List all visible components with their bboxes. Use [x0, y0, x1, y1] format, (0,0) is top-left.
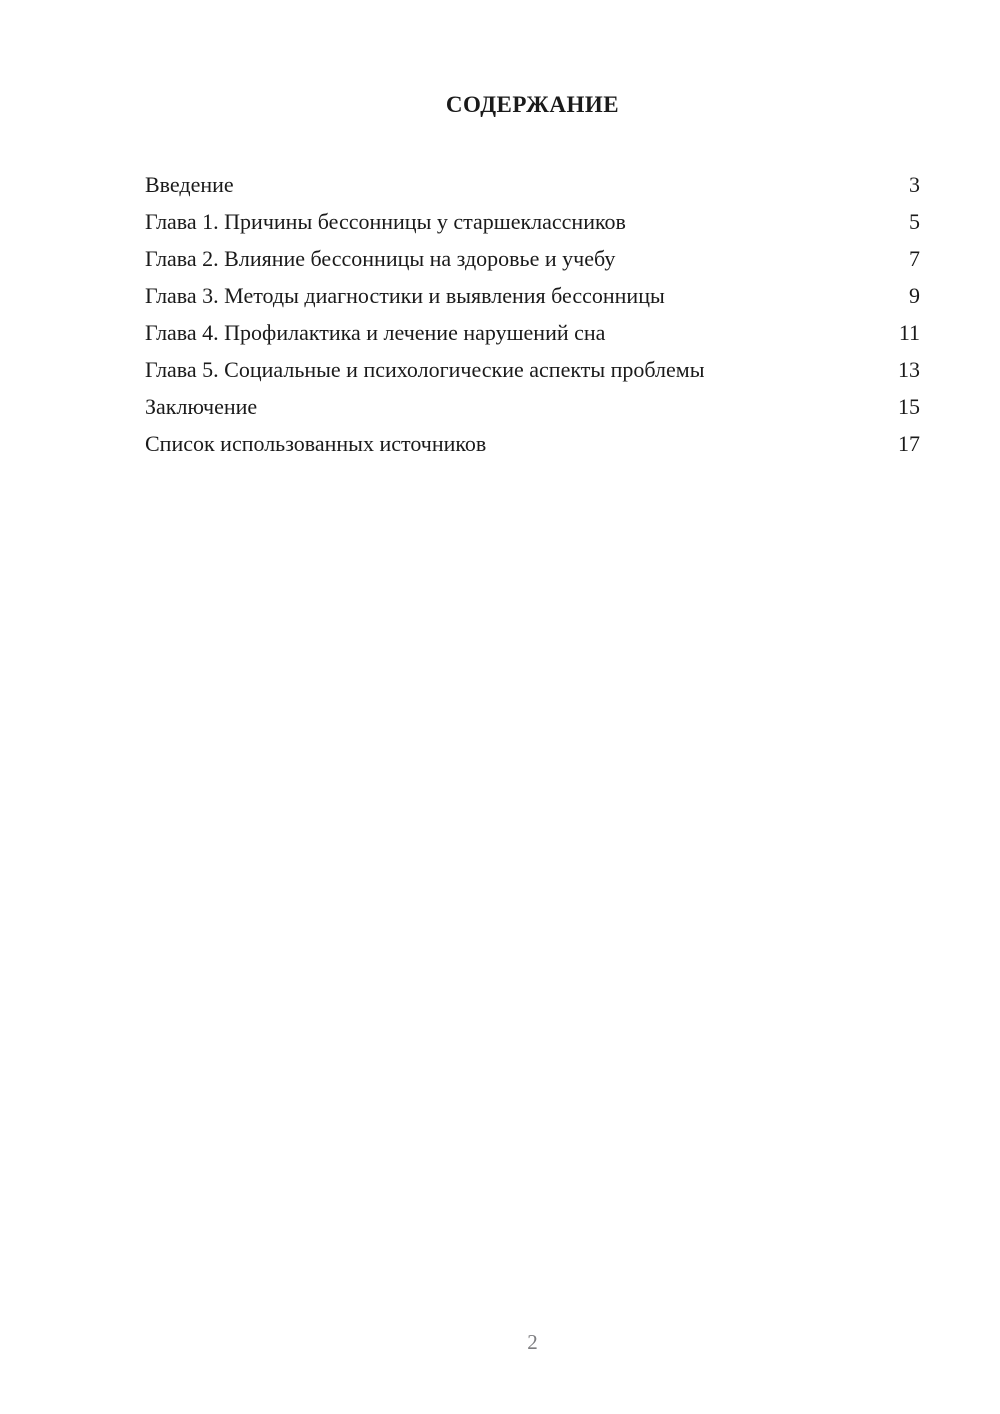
toc-entry-page: 3 [909, 172, 920, 197]
toc-entry-page: 11 [898, 320, 920, 345]
toc-entry [145, 203, 920, 240]
toc-entry-label: Глава 1. Причины бессонницы у старшеклассников [145, 209, 626, 234]
toc-entry-label: Глава 3. Методы диагностики и выявления бессонницы [145, 283, 665, 308]
toc-entry [145, 425, 920, 462]
toc-entry-label: Глава 5. Социальные и психологические аспекты проблемы [145, 357, 705, 382]
toc-entry [145, 388, 920, 425]
toc-entry-page: 15 [898, 394, 920, 419]
toc-entry [145, 314, 920, 351]
toc-entry-page: 13 [898, 357, 920, 382]
toc-entry-label: Введение [145, 172, 234, 197]
table-of-contents [145, 166, 920, 462]
toc-entry-label: Глава 4. Профилактика и лечение нарушений сна [145, 320, 606, 345]
toc-entry-page: 5 [909, 209, 920, 234]
toc-entry-label: Заключение [145, 394, 258, 419]
toc-entry [145, 240, 920, 277]
page-title: СОДЕРЖАНИЕ [445, 92, 620, 117]
toc-entry-page: 9 [909, 283, 920, 308]
toc-entry-label: Глава 2. Влияние бессонницы на здоровье и учебу [145, 246, 616, 271]
toc-entry [145, 166, 920, 203]
footer-page-number: 2 [527, 1330, 538, 1354]
toc-entry [145, 351, 920, 388]
toc-entry-label: Список использованных источников [145, 431, 487, 456]
toc-entry-page: 7 [909, 246, 920, 271]
toc-entry-page: 17 [898, 431, 920, 456]
toc-entry [145, 277, 920, 314]
